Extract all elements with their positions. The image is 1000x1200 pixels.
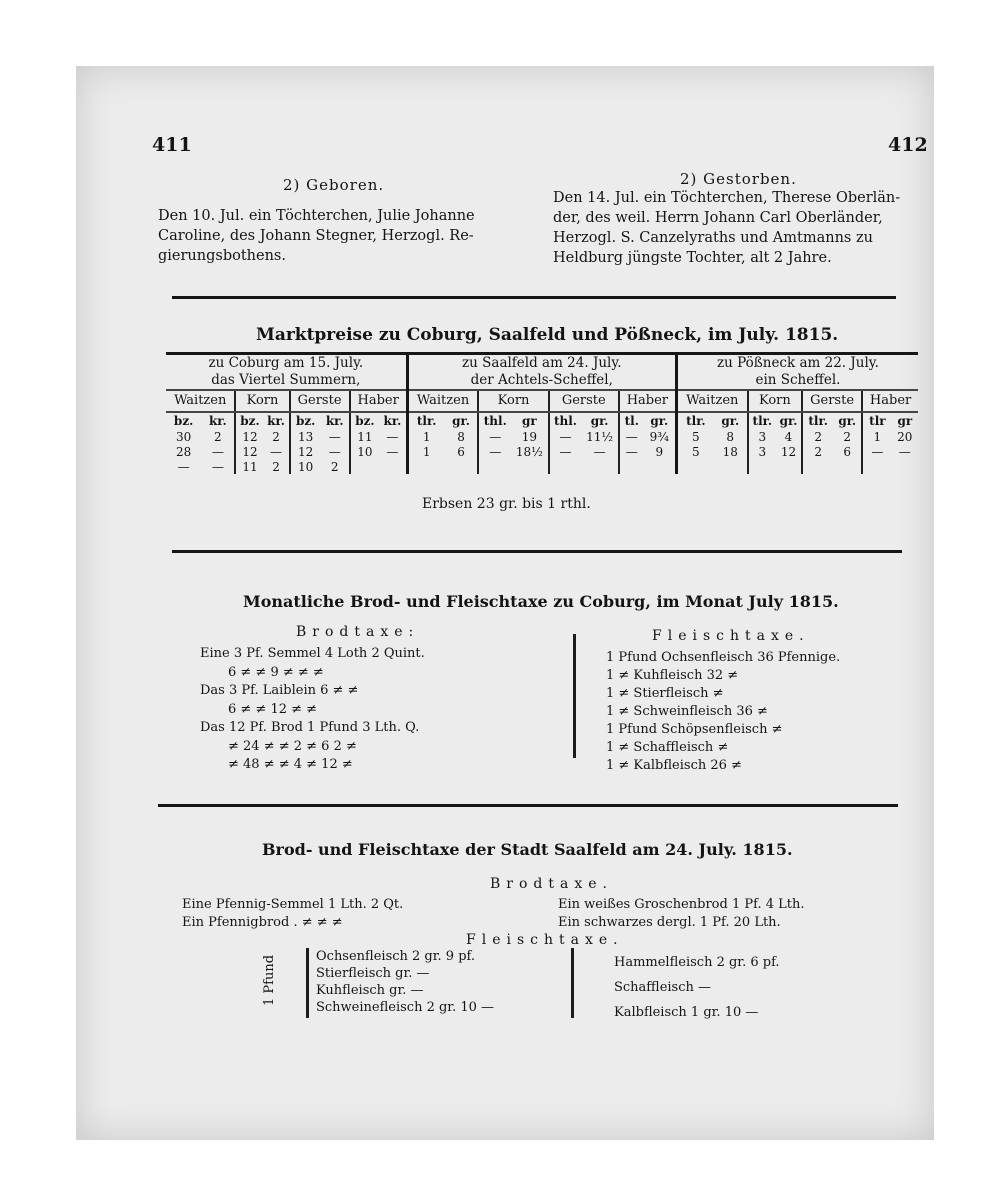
price-cell: 1: [407, 429, 444, 444]
price-cell: 11: [235, 459, 263, 474]
price-cell: [379, 459, 407, 474]
bread-line: ≠ 48 ≠ ≠ 4 ≠ 12 ≠: [228, 757, 353, 772]
price-cell: 8: [457, 429, 465, 444]
price-cell: 12: [780, 444, 797, 459]
meat-line: Schaffleisch —: [614, 980, 712, 995]
meat-line: 1 Pfund Ochsenfleisch 36 Pfennige.: [606, 650, 841, 665]
market-footnote: Erbsen 23 gr. bis 1 rthl.: [422, 496, 591, 512]
price-cell: —: [270, 444, 283, 459]
meat-line: Hammelfleisch 2 gr. 6 pf.: [614, 955, 780, 970]
meat-line: 1 Pfund Schöpsenfleisch ≠: [606, 722, 783, 737]
grain-header: Waitzen: [407, 390, 478, 412]
saalfeld-bread-right: [558, 896, 804, 932]
births-text: [158, 206, 475, 266]
price-cell: [445, 459, 479, 474]
births-line: Den 10. Jul. ein Töchterchen, Julie Johanne: [158, 208, 475, 224]
births-heading: 2) Geboren.: [283, 176, 385, 194]
unit-label: tlr.: [802, 412, 833, 429]
grain-header: Gerste: [802, 390, 862, 412]
unit-label: thl.: [478, 412, 511, 429]
unit-label: tlr.: [676, 412, 713, 429]
price-cell: 2: [802, 429, 833, 444]
deaths-line: Herzogl. S. Canzelyraths und Amtmanns zu: [553, 230, 873, 246]
price-cell: [802, 459, 833, 474]
page-number-right: 412: [888, 134, 928, 156]
bread-line: Das 3 Pf. Laiblein 6 ≠ ≠: [200, 683, 359, 698]
coburg-meat-heading: Fleischtaxe.: [652, 628, 810, 644]
saalfeld-meat-left: [316, 948, 494, 1016]
price-row: [166, 459, 918, 474]
market-title: Marktpreise zu Coburg, Saalfeld und Pößneck, im July. 1815.: [256, 325, 839, 345]
meat-line: Stierfleisch gr. —: [316, 966, 430, 981]
coburg-tax-title: Monatliche Brod- und Fleischtaxe zu Coburg, im Monat July 1815.: [243, 592, 839, 611]
price-cell: 10: [350, 444, 380, 459]
price-cell: [748, 459, 776, 474]
price-cell: 18½: [515, 444, 543, 459]
price-cell: 9¾: [649, 429, 669, 444]
price-cell: —: [211, 459, 224, 474]
grain-header: Haber: [619, 390, 677, 412]
price-cell: 19: [521, 429, 538, 444]
unit-label: tlr: [862, 412, 891, 429]
bread-line: Eine 3 Pf. Semmel 4 Loth 2 Quint.: [200, 646, 425, 661]
grain-header: Waitzen: [166, 390, 235, 412]
saalfeld-tax-title: Brod- und Fleischtaxe der Stadt Saalfeld am 24. July. 1815.: [262, 840, 793, 859]
grain-header: Haber: [862, 390, 918, 412]
unit-label: tlr.: [748, 412, 776, 429]
price-cell: [714, 459, 748, 474]
saalfeld-meat-right: [614, 950, 780, 1025]
price-cell: 12: [290, 444, 321, 459]
price-cell: [581, 459, 619, 474]
grain-header: Waitzen: [676, 390, 747, 412]
deaths-line: der, des weil. Herrn Johann Carl Oberländer,: [553, 210, 883, 226]
price-cell: [676, 459, 713, 474]
unit-label: bz.: [173, 414, 194, 428]
bread-line: Das 12 Pf. Brod 1 Pfund 3 Lth. Q.: [200, 720, 420, 735]
bread-line: Ein weißes Groschenbrod 1 Pf. 4 Lth.: [558, 897, 805, 912]
meat-line: 1 ≠ Kuhfleisch 32 ≠: [606, 668, 739, 683]
price-cell: 3: [748, 444, 776, 459]
price-cell: [892, 459, 918, 474]
meat-line: 1 ≠ Kalbfleisch 26 ≠: [606, 758, 742, 773]
price-cell: 6: [843, 444, 852, 459]
coburg-bread-heading: Brodtaxe:: [296, 624, 420, 640]
brace-line: [306, 948, 309, 1018]
saalfeld-bread-heading: Brodtaxe.: [490, 876, 613, 892]
price-row: [166, 444, 918, 459]
town-header-row: [166, 354, 918, 391]
coburg-meat-list: [606, 649, 840, 775]
price-cell: —: [478, 444, 511, 459]
bread-line: Ein Pfennigbrod . ≠ ≠ ≠: [182, 915, 343, 930]
bread-line: ≠ 24 ≠ ≠ 2 ≠ 6 2 ≠: [228, 738, 357, 754]
price-cell: —: [211, 444, 224, 459]
price-cell: —: [328, 444, 341, 459]
price-cell: [350, 459, 380, 474]
unit-label: bz.: [235, 412, 263, 429]
births-line: gierungsbothens.: [158, 248, 286, 264]
unit-label: gr.: [650, 414, 669, 428]
price-cell: [862, 459, 891, 474]
bread-line: Ein schwarzes dergl. 1 Pf. 20 Lth.: [558, 915, 781, 930]
meat-line: 1 ≠ Schweinfleisch 36 ≠: [606, 704, 768, 719]
price-cell: 2: [272, 459, 280, 474]
price-cell: —: [593, 444, 606, 459]
meat-line: Kalbfleisch 1 gr. 10 —: [614, 1005, 759, 1020]
price-cell: 1: [862, 429, 891, 444]
deaths-text: [553, 188, 900, 268]
saalfeld-bread-left: [182, 896, 403, 932]
price-cell: —: [898, 444, 911, 459]
unit-label: kr.: [325, 414, 344, 428]
grain-header: Haber: [350, 390, 408, 412]
price-cell: 2: [330, 459, 339, 474]
price-cell: [549, 459, 582, 474]
price-cell: 8: [726, 429, 735, 444]
unit-row: [166, 412, 918, 429]
divider-rule: [158, 804, 898, 807]
grain-header: Gerste: [549, 390, 619, 412]
unit-label: gr: [522, 414, 537, 428]
unit-label: kr.: [383, 414, 402, 428]
price-cell: —: [862, 444, 891, 459]
unit-label: gr.: [590, 414, 609, 428]
page-number-left: 411: [152, 134, 192, 156]
unit-label: kr.: [208, 414, 227, 428]
price-cell: 3: [748, 429, 776, 444]
unit-label: gr.: [452, 414, 470, 428]
divider-rule: [172, 296, 896, 299]
price-cell: 11: [350, 429, 380, 444]
price-cell: [776, 459, 802, 474]
price-cell: [644, 459, 677, 474]
unit-label: gr.: [721, 414, 740, 428]
grain-header: Korn: [235, 390, 289, 412]
price-cell: —: [386, 429, 399, 444]
market-prices-table: [166, 352, 918, 474]
deaths-line: Heldburg jüngste Tochter, alt 2 Jahre.: [553, 250, 832, 266]
price-cell: 28: [175, 444, 192, 459]
unit-label: bz.: [350, 412, 380, 429]
price-cell: 6: [457, 444, 465, 459]
price-cell: —: [478, 429, 511, 444]
price-cell: [478, 459, 511, 474]
coburg-bread-list: [200, 645, 425, 775]
grain-header: Korn: [748, 390, 802, 412]
price-cell: 2: [214, 429, 222, 444]
unit-label: gr.: [838, 414, 857, 428]
price-row: [166, 429, 918, 444]
price-cell: 10: [290, 459, 321, 474]
column-divider: [573, 634, 576, 758]
town-coburg: zu Coburg am 15. July. das Viertel Summern,: [166, 354, 407, 391]
price-cell: 5: [676, 429, 713, 444]
price-cell: 20: [897, 429, 913, 444]
births-line: Caroline, des Johann Stegner, Herzogl. Re-: [158, 228, 474, 244]
price-cell: 9: [655, 444, 664, 459]
bread-line: 6 ≠ ≠ 9 ≠ ≠ ≠: [228, 664, 324, 680]
price-cell: [511, 459, 549, 474]
bread-line: Eine Pfennig-Semmel 1 Lth. 2 Qt.: [182, 897, 404, 912]
town-poessneck: zu Pößneck am 22. July. ein Scheffel.: [676, 354, 918, 391]
price-cell: 30: [175, 429, 192, 444]
price-cell: [833, 459, 862, 474]
grain-header-row: [166, 390, 918, 412]
unit-label: tlr.: [407, 412, 444, 429]
price-cell: 13: [290, 429, 321, 444]
meat-line: Schweinefleisch 2 gr. 10 —: [316, 1000, 495, 1015]
meat-line: Kuhfleisch gr. —: [316, 983, 424, 998]
price-cell: 2: [802, 444, 833, 459]
price-cell: —: [328, 429, 341, 444]
deaths-heading: 2) Gestorben.: [680, 170, 797, 188]
unit-label: gr.: [779, 414, 798, 428]
price-cell: [407, 459, 444, 474]
price-cell: 2: [272, 429, 280, 444]
unit-label: gr: [897, 414, 913, 428]
pfund-label: 1 Pfund: [262, 954, 277, 1006]
meat-line: 1 ≠ Stierfleisch ≠: [606, 686, 724, 701]
price-cell: 12: [235, 444, 263, 459]
divider-rule: [172, 550, 902, 553]
meat-line: Ochsenfleisch 2 gr. 9 pf.: [316, 949, 476, 964]
price-cell: —: [619, 429, 644, 444]
price-cell: 18: [722, 444, 738, 459]
price-cell: 4: [784, 429, 793, 444]
price-cell: —: [619, 444, 644, 459]
price-cell: 1: [407, 444, 444, 459]
unit-label: tl.: [619, 412, 644, 429]
town-saalfeld: zu Saalfeld am 24. July. der Achtels-Scheffel,: [407, 354, 676, 391]
unit-label: kr.: [267, 414, 285, 428]
unit-label: bz.: [290, 412, 321, 429]
column-divider: [571, 948, 574, 1018]
price-cell: —: [386, 444, 399, 459]
grain-header: Gerste: [290, 390, 350, 412]
saalfeld-meat-heading: Fleischtaxe.: [466, 932, 624, 948]
grain-header: Korn: [478, 390, 548, 412]
price-cell: 2: [843, 429, 852, 444]
price-cell: —: [549, 444, 582, 459]
meat-line: 1 ≠ Schaffleisch ≠: [606, 740, 729, 755]
price-cell: —: [549, 429, 582, 444]
unit-label: thl.: [549, 412, 582, 429]
price-cell: 12: [235, 429, 263, 444]
price-cell: 11½: [586, 429, 614, 444]
deaths-line: Den 14. Jul. ein Töchterchen, Therese Oberlän-: [553, 190, 901, 206]
price-cell: —: [177, 459, 190, 474]
price-cell: 5: [676, 444, 713, 459]
bread-line: 6 ≠ ≠ 12 ≠ ≠: [228, 701, 318, 717]
price-cell: [619, 459, 644, 474]
